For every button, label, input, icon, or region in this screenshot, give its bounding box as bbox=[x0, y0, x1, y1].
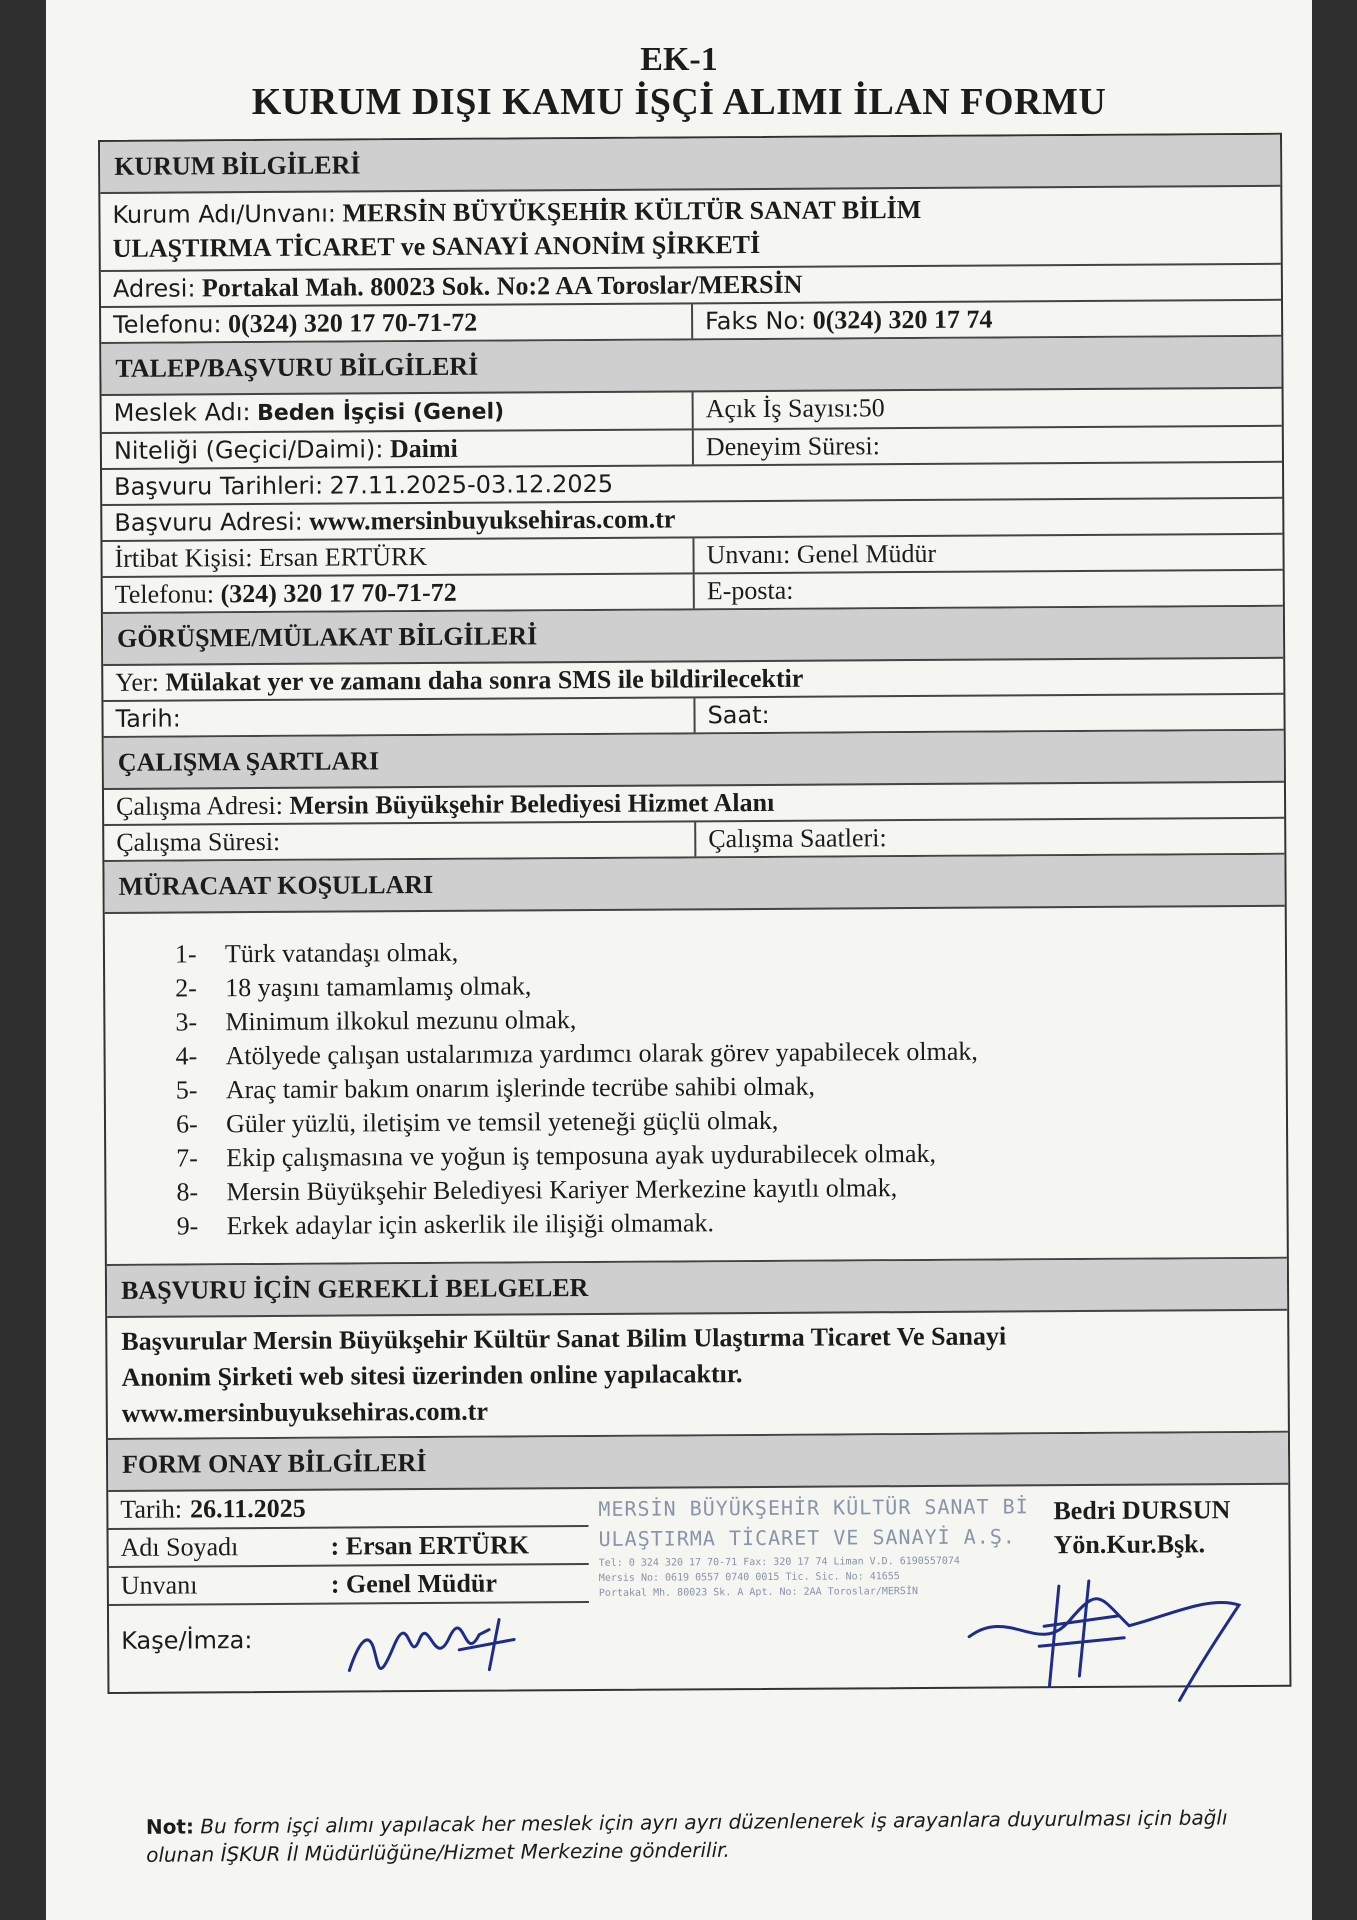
kurum-address: Portakal Mah. 80023 Sok. No:2 AA Toroslar/MERSİN bbox=[201, 269, 803, 303]
basvuru-tarih-label: Başvuru Tarihleri: bbox=[114, 471, 324, 501]
gorusme-tarih-label: Tarih: bbox=[115, 704, 181, 733]
condition-text: Türk vatandaşı olmak, bbox=[224, 937, 459, 969]
belgeler-line2: Anonim Şirketi web sitesi üzerinden online yapılacaktır. bbox=[121, 1359, 743, 1392]
acik-value: 50 bbox=[858, 393, 885, 423]
condition-number: 8- bbox=[176, 1177, 199, 1207]
condition-number: 3- bbox=[175, 1007, 198, 1037]
section-belgeler-header: BAŞVURU İÇİN GEREKLİ BELGELER bbox=[107, 1259, 1287, 1318]
condition-number: 9- bbox=[176, 1211, 199, 1241]
approval-block bbox=[108, 1485, 1289, 1692]
unvan-label: Unvanı: bbox=[706, 539, 791, 570]
nitelik-label: Niteliği (Geçici/Daimi): bbox=[113, 435, 384, 465]
basvuru-tarih-value: 27.11.2025-03.12.2025 bbox=[329, 469, 614, 500]
condition-text: Güler yüzlü, iletişim ve temsil yeteneği güçlü olmak, bbox=[225, 1105, 779, 1139]
condition-text: Minimum ilkokul mezunu olmak, bbox=[225, 1005, 577, 1037]
unvan-value: Genel Müdür bbox=[796, 538, 937, 569]
onay-ad-value: : Ersan ERTÜRK bbox=[330, 1530, 530, 1561]
calisma-sure-label: Çalışma Süresi: bbox=[116, 826, 281, 857]
signature-bedri-dursun bbox=[949, 1565, 1250, 1707]
condition-text: Erkek adaylar için askerlik ile ilişiği olmamak. bbox=[226, 1208, 715, 1241]
announcement-form bbox=[98, 133, 1291, 1694]
section-calisma-header: ÇALIŞMA ŞARTLARI bbox=[104, 731, 1284, 790]
belgeler-line1: Başvurular Mersin Büyükşehir Kültür Sanat Bilim Ulaştırma Ticaret Ve Sanayi bbox=[121, 1321, 1007, 1356]
basvuru-adres-link[interactable]: www.mersinbuyuksehiras.com.tr bbox=[309, 504, 676, 536]
kurum-name-line2: ULAŞTIRMA TİCARET ve SANAYİ ANONİM ŞİRKETİ bbox=[112, 229, 761, 263]
gorusme-saat-label: Saat: bbox=[707, 700, 770, 730]
annex-label: EK-1 bbox=[640, 41, 718, 78]
note-label: Not: bbox=[145, 1814, 195, 1839]
document-page bbox=[46, 0, 1312, 1920]
nitelik-value: Daimi bbox=[389, 433, 458, 464]
onay-unvan-label: Unvanı bbox=[120, 1570, 198, 1600]
onay-imza-label: Kaşe/İmza: bbox=[121, 1626, 253, 1655]
kurum-name-label: Kurum Adı/Unvanı: bbox=[112, 199, 337, 229]
condition-text: Ekip çalışmasına ve yoğun iş temposuna ayak uydurabilecek olmak, bbox=[226, 1138, 937, 1173]
condition-number: 6- bbox=[175, 1109, 198, 1139]
section-kurum-header: KURUM BİLGİLERİ bbox=[100, 135, 1280, 194]
onay-ad-label: Adı Soyadı bbox=[120, 1532, 239, 1562]
conditions-list bbox=[105, 907, 1287, 1266]
onay-unvan-value: : Genel Müdür bbox=[330, 1568, 498, 1599]
belgeler-text bbox=[107, 1311, 1288, 1440]
condition-text: Mersin Büyükşehir Belediyesi Kariyer Merkezine kayıtlı olmak, bbox=[226, 1173, 898, 1207]
condition-number: 7- bbox=[176, 1143, 198, 1173]
calisma-adres-value: Mersin Büyükşehir Belediyesi Hizmet Alanı bbox=[289, 787, 775, 820]
acik-label: Açık İş Sayısı: bbox=[705, 393, 859, 424]
kurum-name-line1: MERSİN BÜYÜKŞEHİR KÜLTÜR SANAT BİLİM bbox=[342, 194, 922, 228]
irtibat-value: Ersan ERTÜRK bbox=[258, 541, 428, 573]
irtibat-label: İrtibat Kişisi: bbox=[114, 543, 253, 573]
meslek-label: Meslek Adı: bbox=[113, 398, 251, 427]
section-muracaat-header: MÜRACAAT KOŞULLARI bbox=[104, 855, 1284, 914]
deneyim-label: Deneyim Süresi: bbox=[705, 431, 881, 462]
stamp-line1: MERSİN BÜYÜKŞEHİR KÜLTÜR SANAT Bİ bbox=[598, 1494, 1029, 1521]
section-gorusme-header: GÖRÜŞME/MÜLAKAT BİLGİLERİ bbox=[103, 607, 1283, 666]
condition-text: Araç tamir bakım onarım işlerinde tecrübe sahibi olmak, bbox=[225, 1071, 816, 1105]
kurum-fax-label: Faks No: bbox=[705, 306, 807, 336]
calisma-saat-label: Çalışma Saatleri: bbox=[708, 823, 887, 854]
signature-ersan-erturk bbox=[339, 1609, 539, 1690]
condition-text: 18 yaşını tamamlamış olmak, bbox=[225, 971, 532, 1003]
kurum-phone: 0(324) 320 17 70-71-72 bbox=[227, 307, 478, 339]
onay-ad-row bbox=[108, 1527, 588, 1568]
onay-tarih-label: Tarih: bbox=[120, 1494, 183, 1524]
yer-label: Yer: bbox=[115, 667, 160, 697]
stamp-small1: Tel: 0 324 320 17 70-71 Fax: 320 17 74 Liman V.D. 6190557074 bbox=[598, 1555, 960, 1569]
condition-number: 2- bbox=[175, 973, 197, 1003]
signer-block bbox=[1053, 1493, 1230, 1562]
onay-unvan-row bbox=[109, 1565, 589, 1606]
telefon-label: Telefonu: bbox=[114, 579, 215, 609]
kurum-phone-label: Telefonu: bbox=[113, 310, 222, 339]
basvuru-adres-label: Başvuru Adresi: bbox=[114, 507, 303, 537]
page-header bbox=[46, 40, 1312, 124]
condition-text: Atölyede çalışan ustalarımıza yardımcı olarak görev yapabilecek olmak, bbox=[225, 1036, 978, 1071]
eposta-label: E-posta: bbox=[706, 575, 794, 606]
signer-name: Bedri DURSUN bbox=[1053, 1495, 1231, 1526]
footer-note bbox=[146, 1803, 1266, 1869]
note-text: Bu form işçi alımı yapılacak her meslek için ayrı ayrı düzenlenerek iş arayanlara duyurulması için bağlı olunan İŞKUR İl Müdürlüğüne/Hizmet Merkezine gönderilir. bbox=[146, 1805, 1228, 1867]
yer-value: Mülakat yer ve zamanı daha sonra SMS ile bildirilecektir bbox=[165, 663, 804, 697]
meslek-value: Beden İşçisi (Genel) bbox=[257, 399, 505, 427]
telefon-value: (324) 320 17 70-71-72 bbox=[220, 577, 457, 609]
stamp-small3: Portakal Mh. 80023 Sk. A Apt. No: 2AA Toroslar/MERSİN bbox=[598, 1586, 919, 1599]
stamp-line2: ULAŞTIRMA TİCARET VE SANAYİ A.Ş. bbox=[598, 1524, 1016, 1551]
kurum-fax: 0(324) 320 17 74 bbox=[812, 304, 993, 335]
section-onay-header: FORM ONAY BİLGİLERİ bbox=[108, 1433, 1288, 1492]
calisma-adres-label: Çalışma Adresi: bbox=[115, 790, 283, 821]
condition-number: 1- bbox=[174, 939, 197, 969]
belgeler-website-link[interactable]: www.mersinbuyuksehiras.com.tr bbox=[121, 1396, 489, 1428]
condition-number: 4- bbox=[175, 1041, 198, 1071]
section-talep-header: TALEP/BAŞVURU BİLGİLERİ bbox=[101, 337, 1281, 396]
page-title: KURUM DIŞI KAMU İŞÇİ ALIMI İLAN FORMU bbox=[251, 81, 1107, 123]
kurum-address-label: Adresi: bbox=[112, 274, 196, 303]
condition-item bbox=[177, 1203, 1287, 1244]
signer-title: Yön.Kur.Bşk. bbox=[1053, 1529, 1206, 1560]
condition-number: 5- bbox=[175, 1075, 198, 1105]
onay-tarih-value: 26.11.2025 bbox=[189, 1493, 306, 1524]
onay-tarih-row bbox=[108, 1489, 588, 1530]
stamp-small2: Mersis No: 0619 0557 0740 0015 Tic. Sic. No: 41655 bbox=[598, 1571, 900, 1584]
kurum-name-row bbox=[100, 187, 1280, 272]
